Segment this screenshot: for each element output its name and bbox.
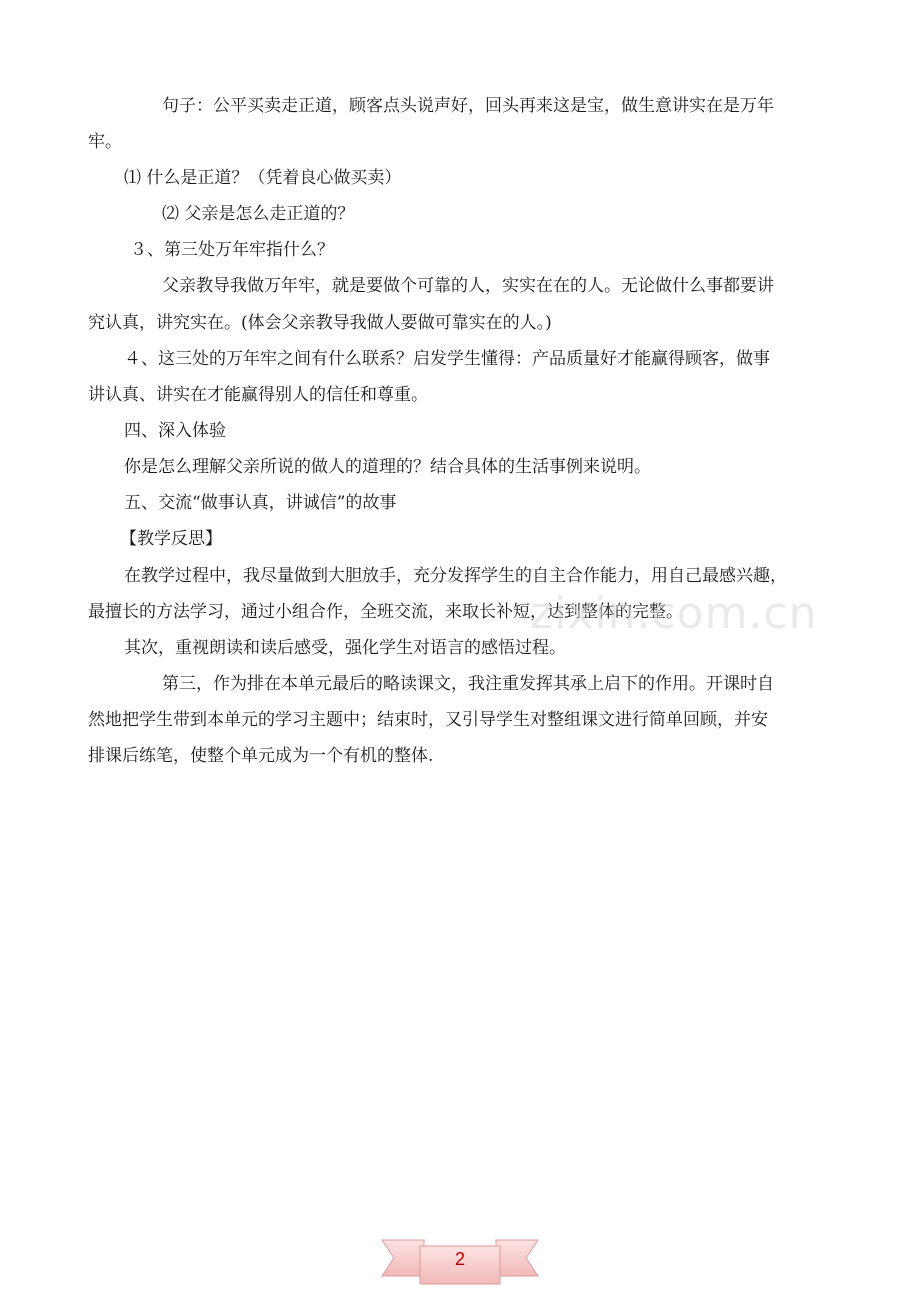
section-heading: ３、第三处万年牢指什么？ — [130, 240, 334, 260]
watermark: zixin.com.cn — [530, 588, 818, 639]
paragraph-line: 你是怎么理解父亲所说的做人的道理的？结合具体的生活事例来说明。 — [124, 457, 651, 477]
page-number: 2 — [454, 1249, 465, 1269]
paragraph-line: 然地把学生带到本单元的学习主题中；结束时，又引导学生对整组课文进行简单回顾，并安 — [88, 710, 768, 730]
paragraph-line: 其次，重视朗读和读后感受，强化学生对语言的感悟过程。 — [124, 638, 566, 658]
list-item: ⑵ 父亲是怎么走正道的？ — [162, 204, 355, 224]
paragraph-line: 第三，作为排在本单元最后的略读课文，我注重发挥其承上启下的作用。开课时自 — [162, 674, 774, 694]
paragraph-line: 牢。 — [88, 132, 122, 152]
paragraph-line: 排课后练笔，使整个单元成为一个有机的整体. — [88, 746, 434, 766]
paragraph-line: 究认真，讲究实在。(体会父亲教导我做人要做可靠实在的人。) — [88, 313, 552, 333]
section-heading: 五、交流“做事认真，讲诚信”的故事 — [124, 493, 397, 513]
paragraph-line: 句子：公平买卖走正道，顾客点头说声好，回头再来这是宝，做生意讲实在是万年 — [162, 96, 774, 116]
section-heading: ４、这三处的万年牢之间有什么联系？启发学生懂得：产品质量好才能赢得顾客，做事 — [124, 349, 770, 369]
paragraph-line: 父亲教导我做万年牢，就是要做个可靠的人，实实在在的人。无论做什么事都要讲 — [162, 276, 774, 296]
section-heading: 四、深入体验 — [124, 421, 226, 441]
list-item: ⑴ 什么是正道？（凭着良心做买卖） — [124, 168, 402, 188]
paragraph-line: 最擅长的方法学习，通过小组合作，全班交流，来取长补短，达到整体的完整。 — [88, 602, 683, 622]
paragraph-line: 在教学过程中，我尽量做到大胆放手，充分发挥学生的自主合作能力，用自己最感兴趣， — [124, 566, 787, 586]
section-heading: 【教学反思】 — [120, 529, 222, 549]
paragraph-line: 讲认真、讲实在才能赢得别人的信任和尊重。 — [88, 385, 428, 405]
